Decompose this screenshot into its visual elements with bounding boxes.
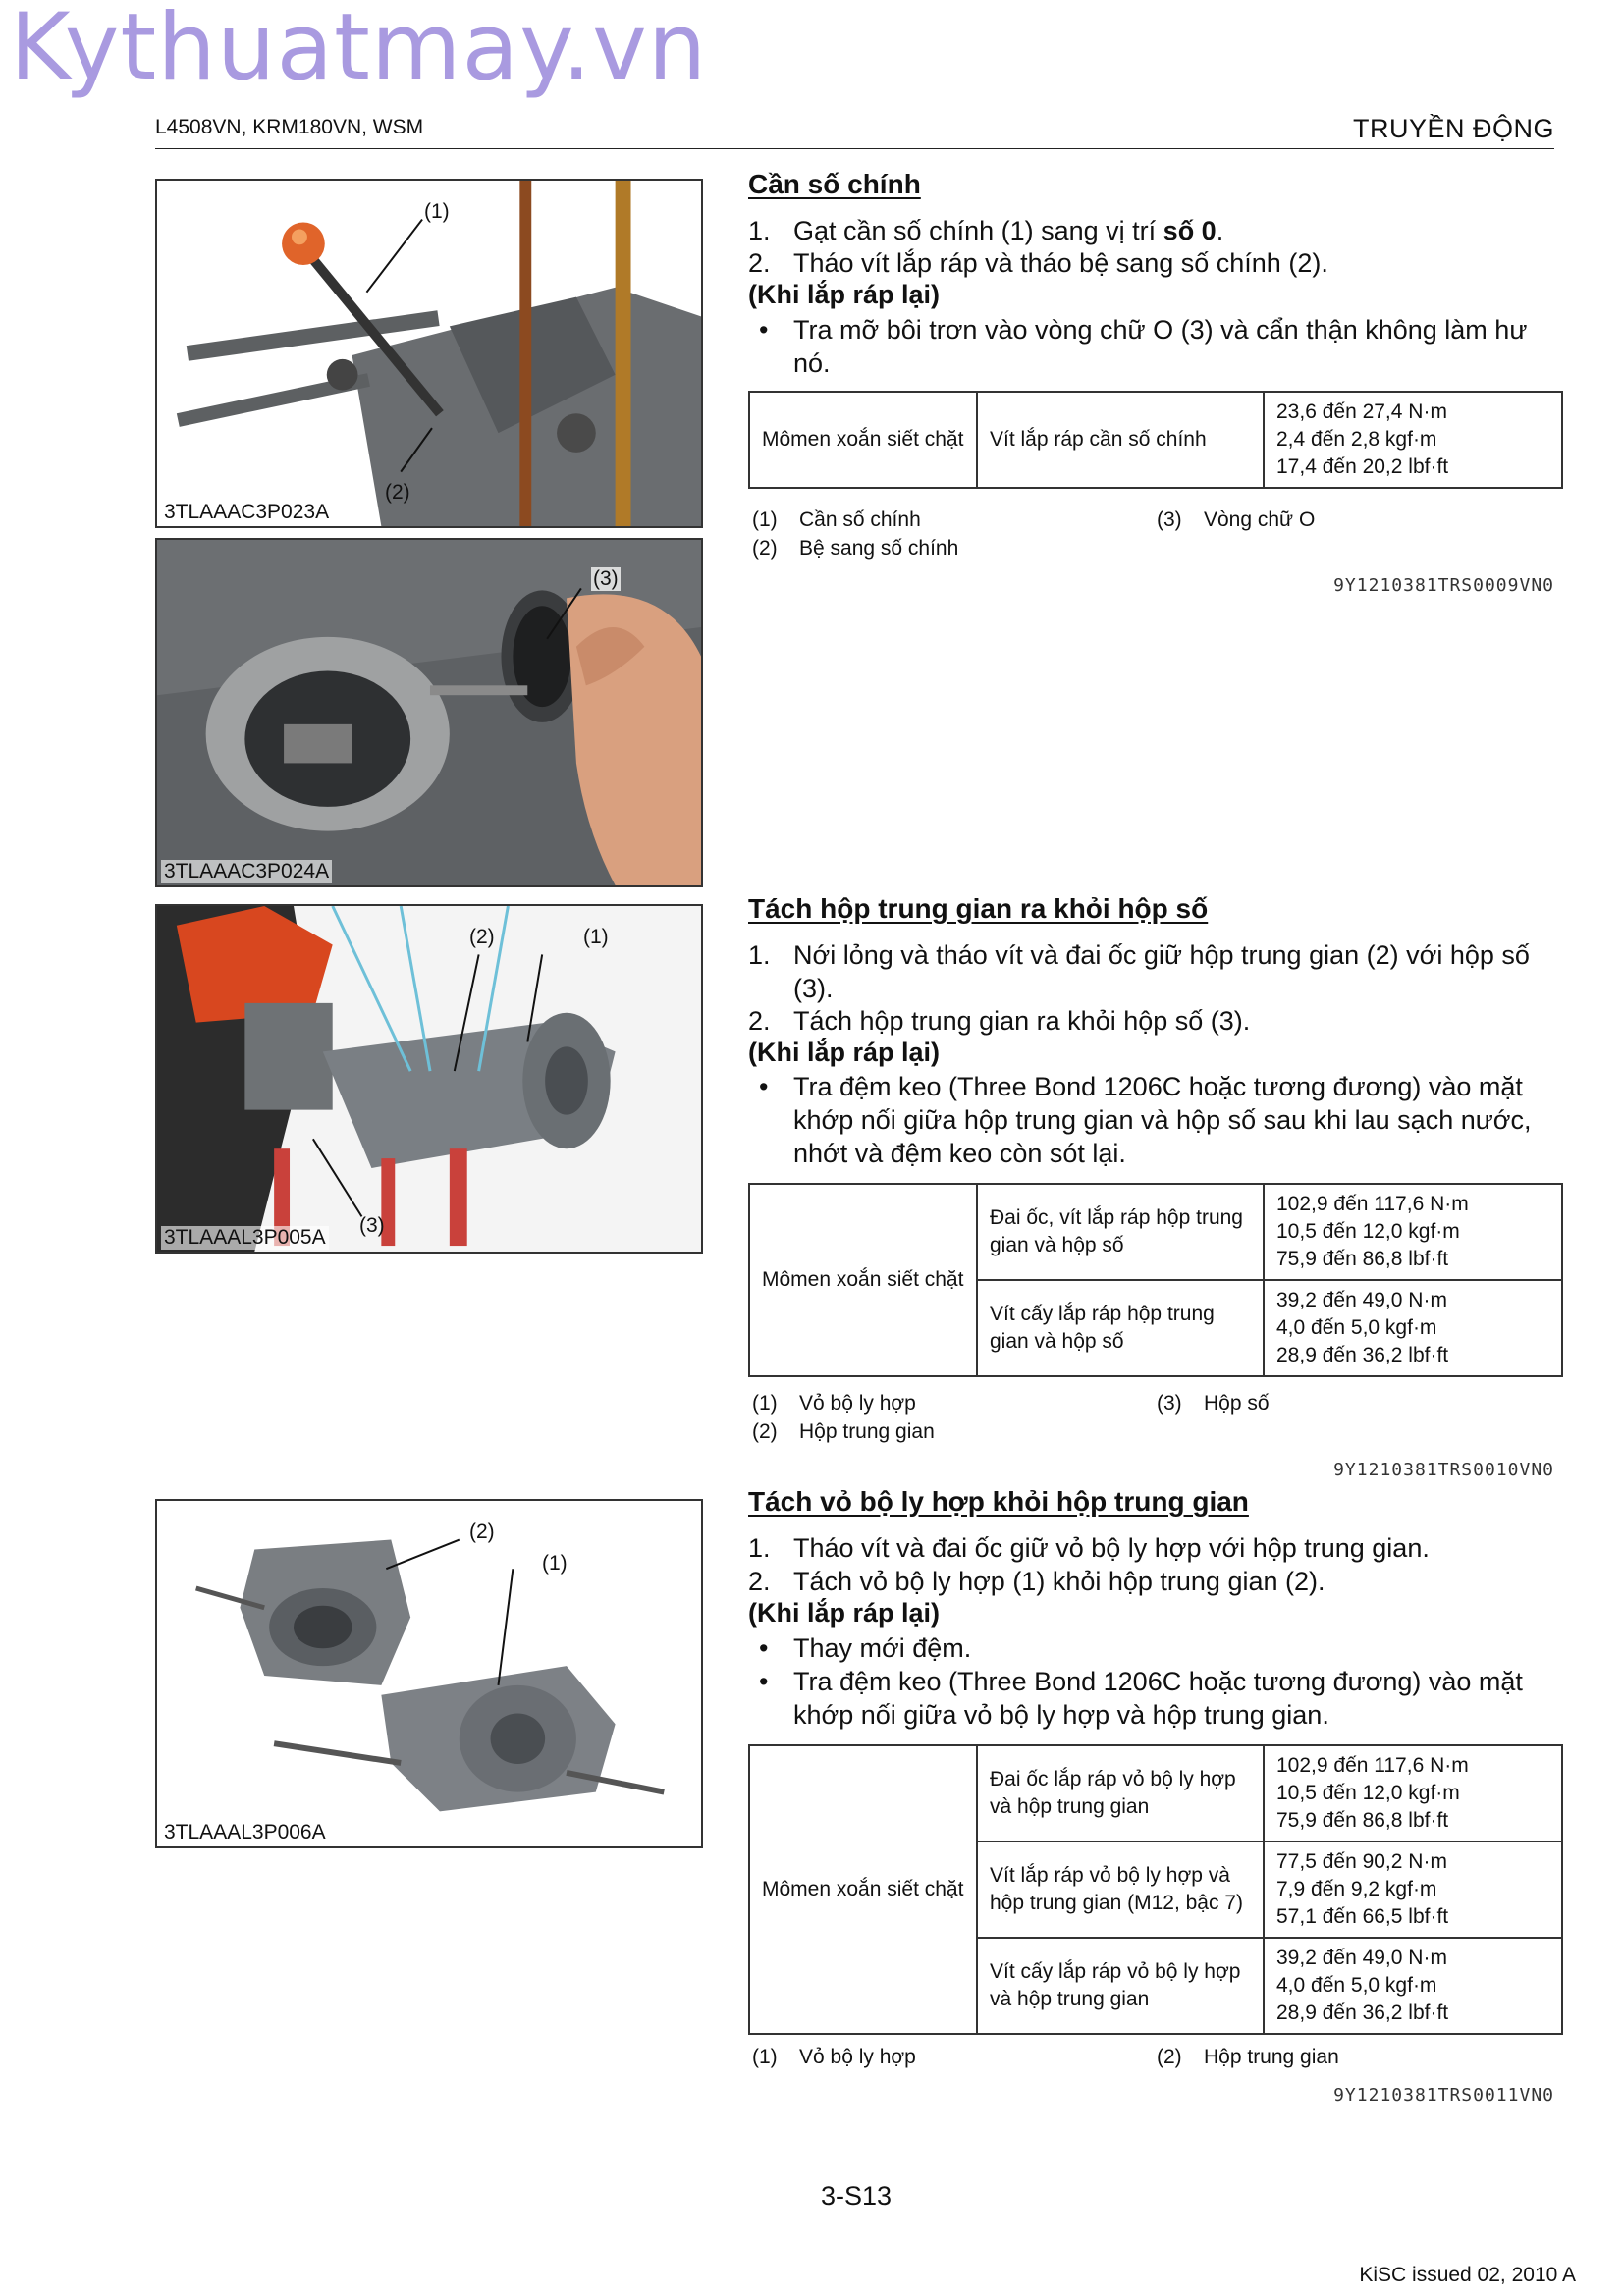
figure-clutch-housing [155, 1499, 703, 1848]
legend-number: (3) [1157, 1392, 1182, 1415]
legend-text: Vỏ bộ ly hợp [799, 1392, 916, 1415]
header-rule [155, 148, 1554, 149]
legend-text: Vỏ bộ ly hợp [799, 2046, 916, 2068]
torque-item: Đai ốc, vít lắp ráp hộp trung gian và hộp số [977, 1184, 1264, 1280]
torque-kgfm: 4,0 đến 5,0 kgf·m [1276, 1974, 1437, 1997]
torque-values [1264, 1842, 1562, 1938]
torque-item: Vít lắp ráp cần số chính [977, 392, 1264, 488]
section-title: Cần số chính [748, 169, 921, 199]
step-text: Gạt cần số chính (1) sang vị trí [793, 216, 1163, 245]
torque-nm: 77,5 đến 90,2 N·m [1276, 1850, 1447, 1873]
torque-label: Mômen xoắn siết chặt [749, 1745, 977, 2034]
figure-image [157, 540, 701, 885]
torque-lbfft: 28,9 đến 36,2 lbf·ft [1276, 2002, 1449, 2024]
torque-item: Đai ốc lắp ráp vỏ bộ ly hợp và hộp trung gian [977, 1745, 1264, 1842]
document-code: 9Y1210381TRS0009VN0 [1333, 575, 1554, 596]
step-text: Tháo vít lắp ráp và tháo bệ sang số chính (2). [793, 248, 1328, 278]
bullet-dot: • [759, 1072, 769, 1101]
reassembly-heading: (Khi lắp ráp lại) [748, 1598, 941, 1628]
step-number: 2. [748, 1006, 771, 1036]
step-number: 1. [748, 1533, 771, 1563]
torque-lbfft: 28,9 đến 36,2 lbf·ft [1276, 1344, 1449, 1366]
legend-number: (3) [1157, 508, 1182, 531]
torque-label: Mômen xoắn siết chặt [749, 392, 977, 488]
legend-item [752, 537, 958, 561]
legend-number: (1) [752, 2046, 778, 2068]
step-text: Tách hộp trung gian ra khỏi hộp số (3). [793, 1006, 1251, 1036]
torque-label: Mômen xoắn siết chặt [749, 1184, 977, 1376]
bullet-text: Tra đệm keo (Three Bond 1206C hoặc tương đương) vào mặt khớp nối giữa vỏ bộ ly hợp và hộp trung gian. [793, 1667, 1523, 1730]
torque-values [1264, 1745, 1562, 1842]
torque-nm: 39,2 đến 49,0 N·m [1276, 1947, 1447, 1969]
document-code: 9Y1210381TRS0010VN0 [1333, 1460, 1554, 1480]
bullet-dot: • [759, 1667, 769, 1696]
callout-2: (2) [385, 481, 410, 504]
step [748, 1565, 1563, 1598]
reassembly-heading: (Khi lắp ráp lại) [748, 280, 941, 309]
callout-1: (1) [424, 200, 450, 223]
torque-table [748, 1744, 1563, 2035]
legend-item [752, 1420, 935, 1444]
figure-mid-case-separation [155, 904, 703, 1254]
legend-item [752, 1392, 916, 1415]
reassembly-heading: (Khi lắp ráp lại) [748, 1038, 941, 1067]
step-text: Tách vỏ bộ ly hợp (1) khỏi hộp trung gian (2). [793, 1567, 1325, 1596]
legend-text: Bệ sang số chính [799, 537, 959, 560]
step-text: Nới lỏng và tháo vít và đai ốc giữ hộp trung gian (2) với hộp số (3). [793, 940, 1530, 1003]
figure-label: 3TLAAAC3P024A [161, 860, 332, 883]
figure-label: 3TLAAAL3P006A [161, 1821, 329, 1844]
callout-1: (1) [583, 926, 609, 948]
legend-text: Vòng chữ O [1204, 508, 1316, 531]
step-number: 1. [748, 940, 771, 970]
torque-values [1264, 1938, 1562, 2034]
callout-3: (3) [593, 567, 619, 590]
torque-kgfm: 2,4 đến 2,8 kgf·m [1276, 428, 1437, 451]
figure-label: 3TLAAAC3P023A [161, 501, 332, 524]
header-model: L4508VN, KRM180VN, WSM [155, 116, 424, 138]
torque-kgfm: 7,9 đến 9,2 kgf·m [1276, 1878, 1437, 1900]
torque-lbfft: 75,9 đến 86,8 lbf·ft [1276, 1248, 1449, 1270]
step-text: Tháo vít và đai ốc giữ vỏ bộ ly hợp với hộp trung gian. [793, 1533, 1430, 1563]
section-title: Tách vỏ bộ ly hợp khỏi hộp trung gian [748, 1486, 1249, 1517]
figure-main-shift-lever [155, 179, 703, 528]
legend-item [1157, 508, 1315, 532]
header-chapter: TRUYỀN ĐỘNG [1352, 114, 1554, 143]
legend-text: Hộp trung gian [1204, 2046, 1339, 2068]
watermark: Kythuatmay.vn [10, 0, 708, 101]
legend-text: Cần số chính [799, 508, 921, 531]
bullet-dot: • [759, 315, 769, 345]
torque-table [748, 391, 1563, 489]
bullet-dot: • [759, 1633, 769, 1663]
legend-number: (2) [1157, 2046, 1182, 2068]
legend-text: Hộp trung gian [799, 1420, 935, 1443]
legend-number: (1) [752, 508, 778, 531]
page-number: 3-S13 [821, 2181, 893, 2211]
torque-values [1264, 1280, 1562, 1376]
bullet-text: Tra đệm keo (Three Bond 1206C hoặc tương đương) vào mặt khớp nối giữa hộp trung gian và hộp số sau khi lau sạch nước, nhớt và đệm keo còn sót lại. [793, 1072, 1532, 1168]
step [748, 1531, 1563, 1565]
torque-lbfft: 75,9 đến 86,8 lbf·ft [1276, 1809, 1449, 1832]
bullet [748, 1070, 1563, 1170]
step-text-bold: số 0 [1163, 216, 1217, 245]
legend-number: (2) [752, 1420, 778, 1443]
section-title: Tách hộp trung gian ra khỏi hộp số [748, 893, 1209, 924]
torque-values [1264, 1184, 1562, 1280]
step-number: 1. [748, 216, 771, 245]
torque-nm: 102,9 đến 117,6 N·m [1276, 1193, 1469, 1215]
torque-values [1264, 392, 1562, 488]
legend-text: Hộp số [1204, 1392, 1270, 1415]
figure-image [157, 906, 701, 1252]
bullet-text: Tra mỡ bôi trơn vào vòng chữ O (3) và cẩn thận không làm hư nó. [793, 315, 1528, 378]
legend-number: (2) [752, 537, 778, 560]
torque-item: Vít lắp ráp vỏ bộ ly hợp và hộp trung gian (M12, bậc 7) [977, 1842, 1264, 1938]
legend-item [1157, 2046, 1339, 2069]
issue-note: KiSC issued 02, 2010 A [1359, 2264, 1576, 2286]
legend-item [752, 508, 921, 532]
step [748, 246, 1563, 280]
step-number: 2. [748, 1567, 771, 1596]
torque-nm: 23,6 đến 27,4 N·m [1276, 400, 1447, 423]
bullet-text: Thay mới đệm. [793, 1633, 972, 1663]
step-number: 2. [748, 248, 771, 278]
callout-2: (2) [469, 926, 495, 948]
torque-kgfm: 10,5 đến 12,0 kgf·m [1276, 1782, 1460, 1804]
legend-item [752, 2046, 916, 2069]
callout-2: (2) [469, 1521, 495, 1543]
step [748, 1004, 1563, 1038]
callout-1: (1) [542, 1552, 568, 1575]
step [748, 938, 1563, 1005]
torque-lbfft: 17,4 đến 20,2 lbf·ft [1276, 455, 1449, 478]
torque-kgfm: 10,5 đến 12,0 kgf·m [1276, 1220, 1460, 1243]
legend-number: (1) [752, 1392, 778, 1415]
torque-nm: 39,2 đến 49,0 N·m [1276, 1289, 1447, 1311]
bullet [748, 1665, 1563, 1732]
figure-o-ring [155, 538, 703, 887]
bullet [748, 313, 1563, 380]
step-text-end: . [1216, 216, 1224, 245]
torque-item: Vít cấy lắp ráp hộp trung gian và hộp số [977, 1280, 1264, 1376]
torque-table [748, 1183, 1563, 1377]
bullet [748, 1631, 1563, 1665]
callout-3: (3) [359, 1214, 385, 1237]
torque-nm: 102,9 đến 117,6 N·m [1276, 1754, 1469, 1777]
figure-image [157, 181, 701, 526]
step [748, 214, 1563, 247]
figure-label: 3TLAAAL3P005A [161, 1226, 329, 1250]
torque-item: Vít cấy lắp ráp vỏ bộ ly hợp và hộp trung gian [977, 1938, 1264, 2034]
legend-item [1157, 1392, 1270, 1415]
figure-image [157, 1501, 701, 1846]
document-code: 9Y1210381TRS0011VN0 [1333, 2085, 1554, 2106]
torque-kgfm: 4,0 đến 5,0 kgf·m [1276, 1316, 1437, 1339]
torque-lbfft: 57,1 đến 66,5 lbf·ft [1276, 1905, 1449, 1928]
